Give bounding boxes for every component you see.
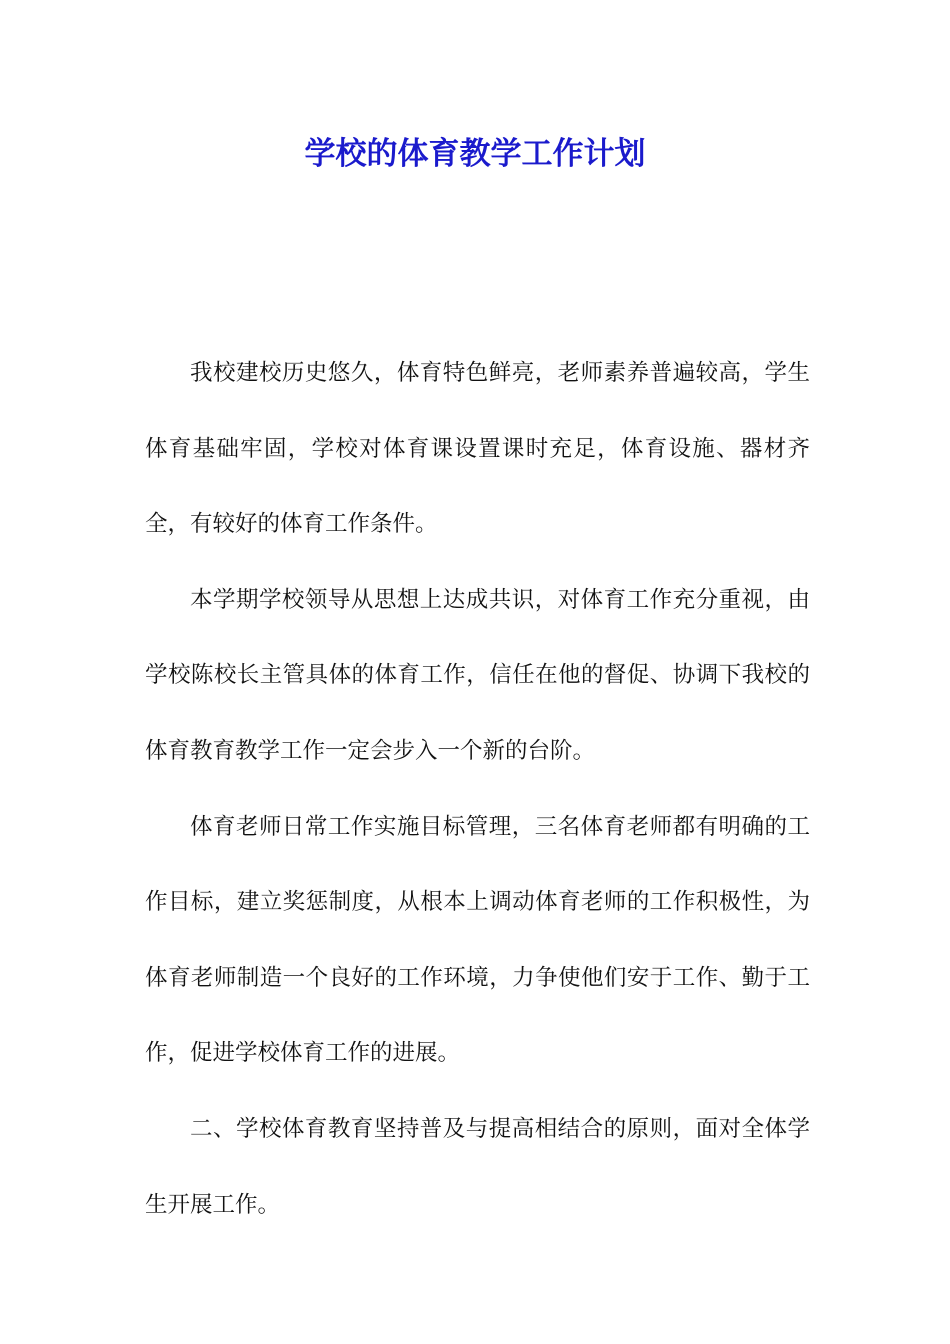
document-title: 学校的体育教学工作计划 <box>304 136 646 172</box>
paragraph-2: 本学期学校领导从思想上达成共识，对体育工作充分重视，由学校陈校长主管具体的体育工作，信任在他的督促、协调下我校的体育教育教学工作一定会步入一个新的台阶。 <box>145 586 810 764</box>
paragraph-4: 二、学校体育教育坚持普及与提高相结合的原则，面对全体学生开展工作。 <box>145 1115 810 1218</box>
document-body <box>145 336 810 1243</box>
paragraph-1: 我校建校历史悠久，体育特色鲜亮，老师素养普遍较高，学生体育基础牢固，学校对体育课设置课时充足，体育设施、器材齐全，有较好的体育工作条件。 <box>145 360 810 538</box>
paragraph-3: 体育老师日常工作实施目标管理，三名体育老师都有明确的工作目标，建立奖惩制度，从根本上调动体育老师的工作积极性，为体育老师制造一个良好的工作环境，力争使他们安于工作、勤于工作，促进学校体育工作的进展。 <box>145 813 810 1067</box>
